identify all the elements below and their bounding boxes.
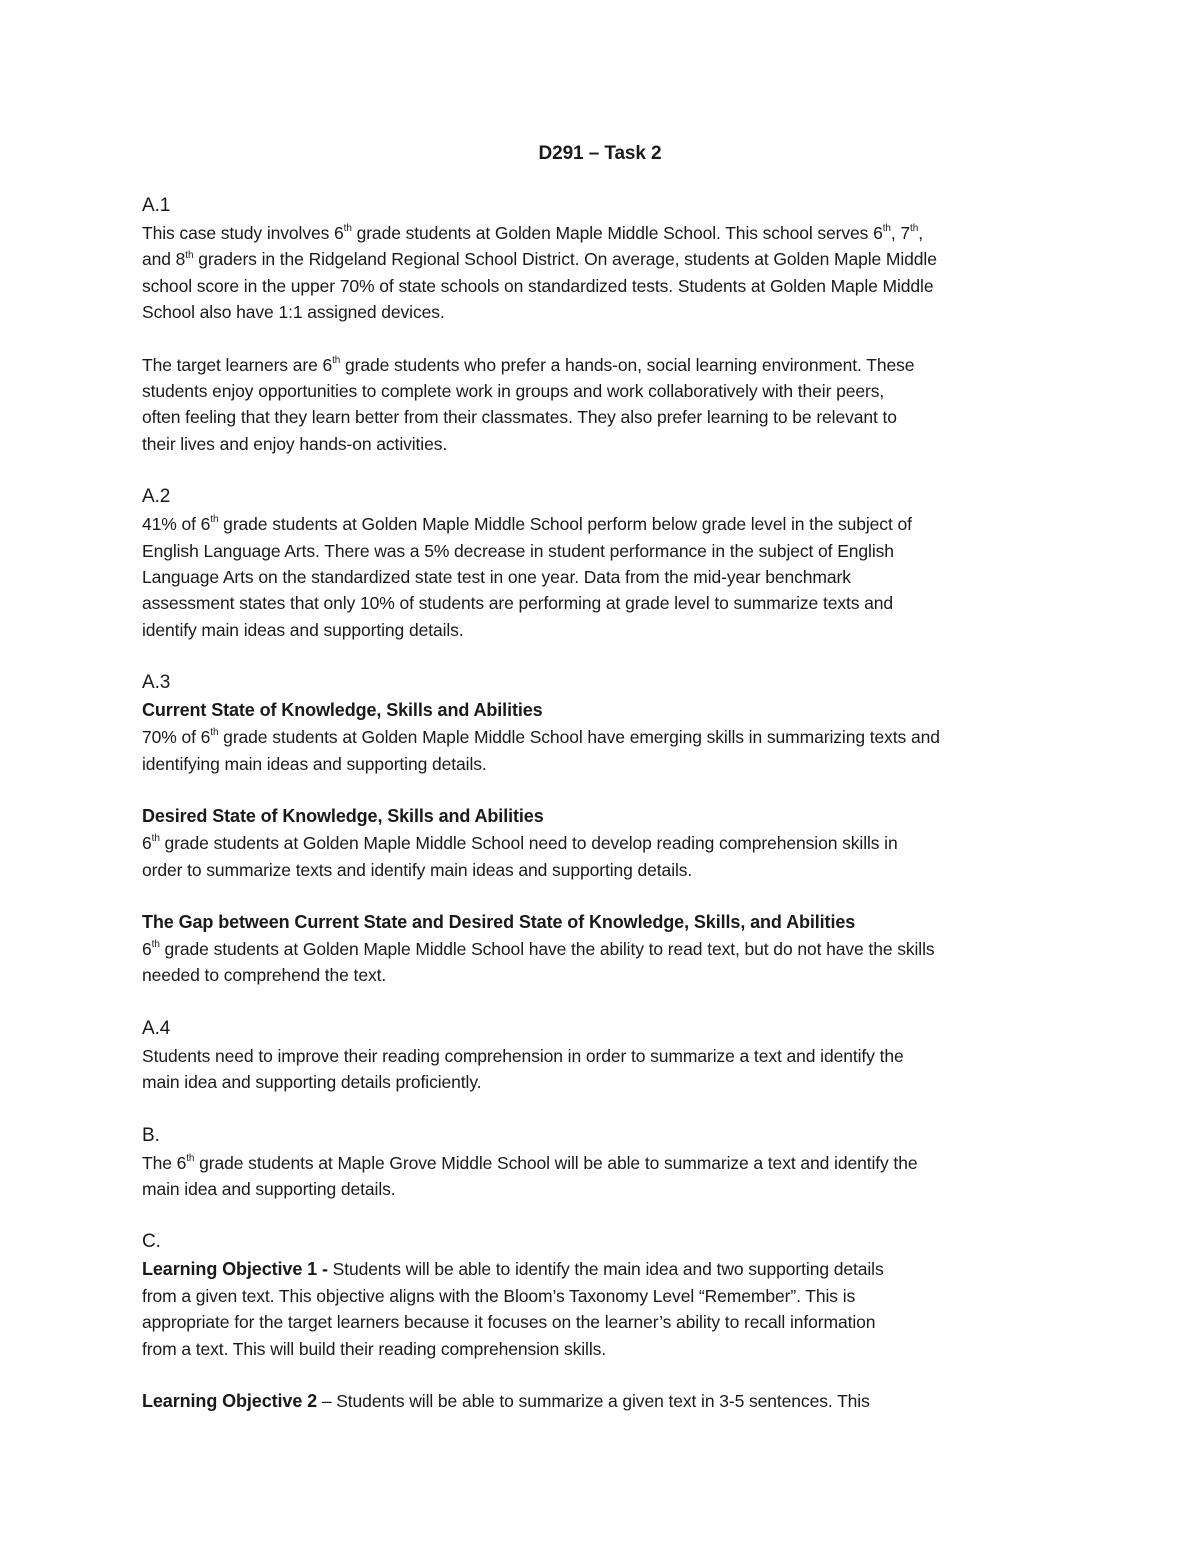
text-run: 41% of 6 xyxy=(142,514,211,535)
text-run: English Language Arts. There was a 5% decrease in student performance in the subject of English xyxy=(142,540,894,561)
text-line xyxy=(142,564,1062,590)
ordinal-superscript: th xyxy=(343,223,352,235)
text-line xyxy=(142,590,1062,616)
text-line xyxy=(142,246,1062,272)
ordinal-superscript: th xyxy=(151,939,160,951)
text-line xyxy=(142,273,1062,299)
text-run: Language Arts on the standardized state test in one year. Data from the mid-year benchmark xyxy=(142,567,851,588)
text-line xyxy=(142,830,1062,856)
gap-paragraph xyxy=(142,936,1062,989)
text-run: and 8 xyxy=(142,249,186,270)
lo1-line-1: Students will be able to identify the main idea and two supporting details xyxy=(327,1259,884,1280)
lo2-line-1: – Students will be able to summarize a given text in 3-5 sentences. This xyxy=(317,1390,870,1411)
learning-objective-1-first-line xyxy=(142,1256,1062,1282)
ordinal-superscript: th xyxy=(210,727,219,739)
lo1-line-3: appropriate for the target learners because it focuses on the learner’s ability to recall information xyxy=(142,1312,876,1333)
text-run: assessment states that only 10% of students are performing at grade level to summarize texts and xyxy=(142,593,894,614)
text-run: identifying main ideas and supporting details. xyxy=(142,753,487,774)
text-run: identify main ideas and supporting details. xyxy=(142,619,464,640)
text-line xyxy=(142,1069,1062,1095)
text-line xyxy=(142,936,1062,962)
text-line xyxy=(142,1150,1062,1176)
text-run: The 6 xyxy=(142,1152,187,1173)
section-heading-a2: A.2 xyxy=(142,486,171,508)
text-run: often feeling that they learn better from their classmates. They also prefer learning to be relevant to xyxy=(142,407,897,428)
a2-paragraph-1 xyxy=(142,511,1062,643)
text-run: School also have 1:1 assigned devices. xyxy=(142,302,445,323)
text-run: students enjoy opportunities to complete work in groups and work collaboratively with their peers, xyxy=(142,381,885,402)
ordinal-superscript: th xyxy=(210,514,219,526)
text-run: grade students at Golden Maple Middle School have emerging skills in summarizing texts and xyxy=(218,727,940,748)
desired-state-paragraph xyxy=(142,830,1062,883)
text-run: , xyxy=(918,223,923,243)
learning-objective-1-label: Learning Objective 1 - xyxy=(142,1259,328,1280)
document-title: D291 – Task 2 xyxy=(538,143,662,164)
gap-heading: The Gap between Current State and Desired State of Knowledge, Skills, and Abilities xyxy=(142,911,856,932)
text-line xyxy=(142,857,1062,883)
text-run: 6 xyxy=(142,833,152,854)
ordinal-superscript: th xyxy=(151,833,160,845)
section-heading-c: C. xyxy=(142,1231,161,1253)
text-line xyxy=(142,1176,1062,1202)
text-line xyxy=(142,617,1062,643)
ordinal-superscript: th xyxy=(332,354,341,366)
text-line xyxy=(142,538,1062,564)
current-state-paragraph xyxy=(142,724,1062,777)
text-run: This case study involves 6 xyxy=(142,223,344,243)
text-run: , 7 xyxy=(890,223,911,243)
text-line xyxy=(142,220,1062,246)
text-line xyxy=(142,352,1062,378)
text-run: main idea and supporting details. xyxy=(142,1178,396,1199)
learning-objective-2 xyxy=(142,1388,1062,1414)
section-heading-a3: A.3 xyxy=(142,672,171,694)
text-run: grade students at Golden Maple Middle School. This school serves 6 xyxy=(351,223,883,243)
text-run: grade students at Golden Maple Middle School perform below grade level in the subject of xyxy=(218,514,912,535)
text-run: their lives and enjoy hands-on activities. xyxy=(142,433,448,454)
text-run: needed to comprehend the text. xyxy=(142,965,387,986)
desired-state-heading: Desired State of Knowledge, Skills and Abilities xyxy=(142,806,544,827)
text-line xyxy=(142,299,1062,325)
current-state-heading: Current State of Knowledge, Skills and Abilities xyxy=(142,700,543,721)
learning-objective-2-first-line xyxy=(142,1388,1062,1414)
text-line xyxy=(142,1043,1062,1069)
ordinal-superscript: th xyxy=(882,223,891,235)
lo1-line-4: from a text. This will build their reading comprehension skills. xyxy=(142,1338,607,1359)
text-run: 6 xyxy=(142,938,152,959)
text-line xyxy=(142,404,1062,430)
ordinal-superscript: th xyxy=(910,223,919,235)
document-body xyxy=(142,192,1062,1414)
a1-paragraph-2 xyxy=(142,352,1062,458)
learning-objective-2-label: Learning Objective 2 xyxy=(142,1390,318,1411)
b-paragraph-1 xyxy=(142,1150,1062,1203)
text-line xyxy=(142,511,1062,537)
ordinal-superscript: th xyxy=(186,1152,195,1164)
text-run: Students need to improve their reading comprehension in order to summarize a text and identify the xyxy=(142,1045,904,1066)
lo1-line-2: from a given text. This objective aligns with the Bloom’s Taxonomy Level “Remember”. This is xyxy=(142,1285,856,1306)
text-line xyxy=(142,431,1062,457)
text-line xyxy=(142,724,1062,750)
text-run: grade students who prefer a hands-on, social learning environment. These xyxy=(340,354,915,375)
text-run: grade students at Golden Maple Middle School need to develop reading comprehension skills in xyxy=(159,833,898,854)
a1-paragraph-1 xyxy=(142,220,1062,326)
section-heading-a4: A.4 xyxy=(142,1017,171,1039)
text-run: grade students at Golden Maple Middle School have the ability to read text, but do not have the skills xyxy=(159,938,935,959)
text-run: school score in the upper 70% of state schools on standardized tests. Students at Golden Maple Middle xyxy=(142,275,934,296)
text-run: grade students at Maple Grove Middle School will be able to summarize a text and identify the xyxy=(194,1152,918,1173)
text-line xyxy=(142,962,1062,988)
section-heading-a1: A.1 xyxy=(142,195,171,216)
text-line xyxy=(142,751,1062,777)
a4-paragraph-1 xyxy=(142,1043,1062,1096)
text-run: 70% of 6 xyxy=(142,727,211,748)
text-run: graders in the Ridgeland Regional School District. On average, students at Golden Maple Middle xyxy=(193,249,937,270)
text-run: main idea and supporting details proficiently. xyxy=(142,1072,482,1093)
section-heading-b: B. xyxy=(142,1124,160,1146)
learning-objective-1 xyxy=(142,1256,1062,1362)
text-run: The target learners are 6 xyxy=(142,354,333,375)
text-run: order to summarize texts and identify main ideas and supporting details. xyxy=(142,859,693,880)
ordinal-superscript: th xyxy=(185,249,194,261)
text-line xyxy=(142,378,1062,404)
